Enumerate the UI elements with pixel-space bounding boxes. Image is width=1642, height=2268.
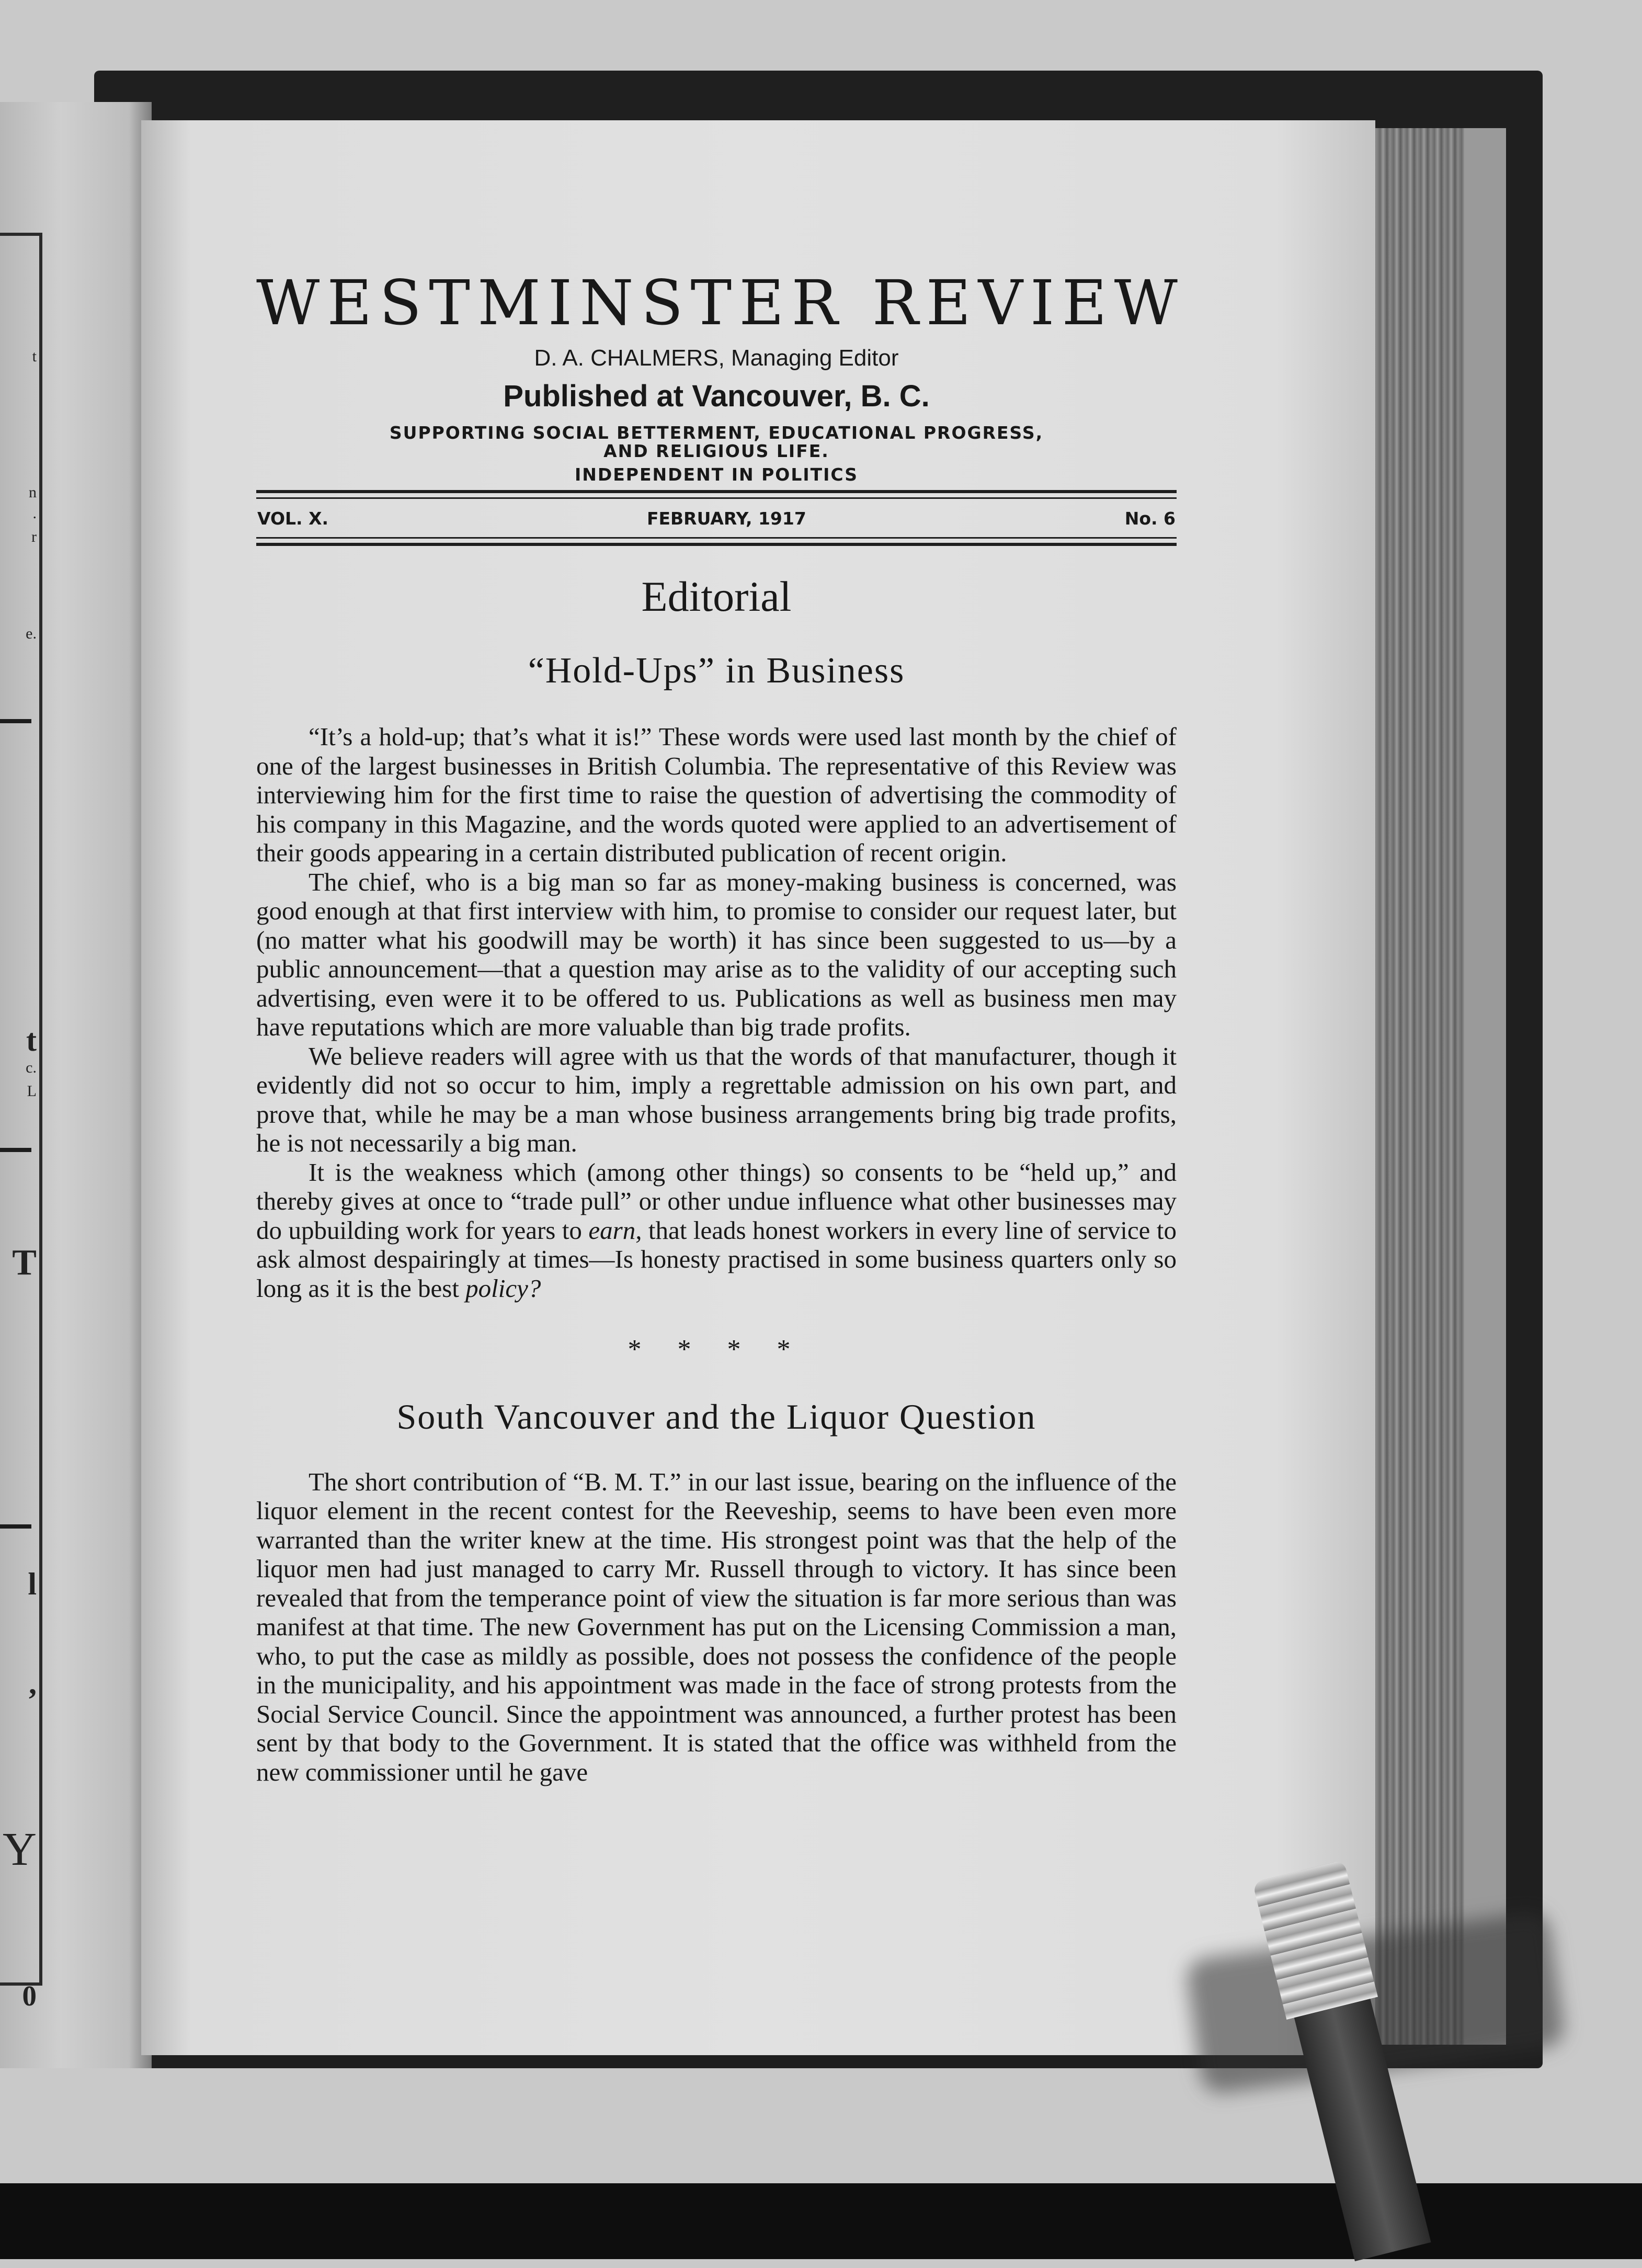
paragraph-text: that leads honest workers in every line of service to ask almost despairingly at times—Is honesty practised in some business quarters only so long as it is the best xyxy=(256,1215,1177,1303)
section-separator: * * * * xyxy=(628,1335,805,1365)
masthead-title: WESTMINSTER REVIEW xyxy=(256,267,1185,339)
issue-date: FEBRUARY, 1917 xyxy=(646,508,806,529)
page-content xyxy=(256,267,1185,1786)
left-page-rule xyxy=(0,1148,31,1152)
left-page-fragment: e. xyxy=(26,625,37,642)
left-page-rule xyxy=(0,1524,31,1529)
article-paragraph: We believe readers will agree with us that the words of that manufacturer, though it evidently did not so occur to him, imply a regrettable admission on his own part, and prove that, while he may be a man whose business arrangements bring big trade profits, he is not necessarily a big man. xyxy=(256,1041,1177,1158)
left-page-fragment: c. xyxy=(26,1059,37,1076)
paragraph-italic-earn: earn, xyxy=(588,1215,642,1245)
article-title: “Hold-Ups” in Business xyxy=(528,651,905,691)
left-page-fragment: l xyxy=(28,1567,37,1601)
left-page-fragment: n xyxy=(29,484,37,501)
paragraph-text: It is the weakness which (among other things) so consents to be “held up,” and thereby gives at once to “trade pull” or other undue influence what other businesses may do upbuilding work for years to xyxy=(256,1157,1177,1245)
left-page-rule xyxy=(0,719,31,723)
article-paragraph: “It’s a hold-up; that’s what it is!” These words were used last month by the chief of one of the largest businesses in British Columbia. The representative of this Review was interviewing him for the first time to raise the question of advertising the commodity of his company in this Magazine, and the words quoted were applied to an advertisement of their goods appearing in a certain distributed publication of recent origin. xyxy=(256,722,1177,868)
left-page-fragment: t xyxy=(32,348,37,365)
paragraph-italic-policy: policy? xyxy=(465,1273,541,1303)
article-paragraph: The short contribution of “B. M. T.” in our last issue, bearing on the influence of the liquor element in the recent contest for the Reeveship, seems to have been even more warranted than the writer knew at the time. His strongest point was that the help of the liquor men had just managed to carry Mr. Russell through to victory. It has since been revealed that from the temperance point of view the situation is far more serious than was manifest at that time. The new Government has put on the Licensing Commission a man, who, to put the case as mildly as possible, does not possess the confidence of the people in the municipality, and his appointment was made in the face of strong protests from the Social Service Council. Since the appointment was announced, a further protest has been sent by that body to the Government. It is stated that the office was withheld from the new commissioner until he gave xyxy=(256,1467,1177,1786)
section-title: Editorial xyxy=(641,573,792,621)
article-paragraph xyxy=(256,1158,1177,1303)
left-page-fragment: . xyxy=(32,505,37,522)
issue-info-row xyxy=(256,508,1177,529)
left-page-fragment: Y xyxy=(3,1823,37,1875)
page-edges xyxy=(1360,128,1506,2045)
left-page-fragment: r xyxy=(31,528,37,545)
mission-line-2: AND RELIGIOUS LIFE. xyxy=(603,440,829,461)
mission-statement xyxy=(256,424,1177,460)
independent-line: INDEPENDENT IN POLITICS xyxy=(574,464,859,485)
mission-line-1: SUPPORTING SOCIAL BETTERMENT, EDUCATIONAL PROGRESS, xyxy=(389,423,1044,443)
volume-label: VOL. X. xyxy=(257,508,329,529)
left-page-fragment: 0 xyxy=(22,1980,37,2012)
issue-number: No. 6 xyxy=(1124,508,1176,529)
left-page xyxy=(0,102,152,2068)
header-rule-top xyxy=(256,490,1177,499)
article-paragraph: The chief, who is a big man so far as money-making business is concerned, was good enough at that first interview with him, to promise to consider our request later, but (no matter what his goodwill may be worth) it has since been suggested to us—by a public announcement—that a question may arise as to the validity of our accepting such advertising, even were it to be offered to us. Publications as well as business men may have reputations which are more valuable than big trade profits. xyxy=(256,867,1177,1042)
published-line: Published at Vancouver, B. C. xyxy=(503,379,930,413)
left-page-fragment: t xyxy=(26,1023,37,1057)
header-rule-bottom xyxy=(256,537,1177,546)
left-page-fragment: , xyxy=(29,1666,37,1701)
editor-line: D. A. CHALMERS, Managing Editor xyxy=(534,345,899,371)
left-page-fragment: T xyxy=(12,1243,37,1283)
article-title: South Vancouver and the Liquor Question xyxy=(396,1397,1036,1437)
left-page-fragment: L xyxy=(27,1082,37,1100)
